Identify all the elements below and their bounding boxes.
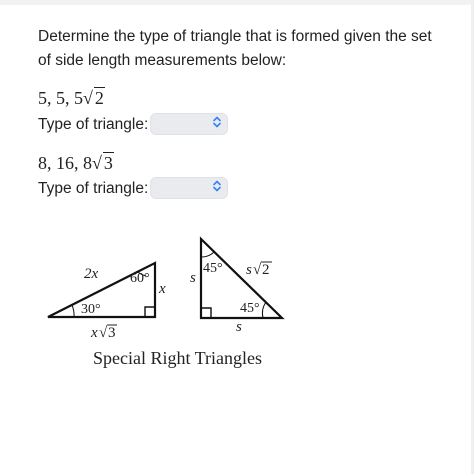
tri2-bottom-leg: s (236, 319, 242, 335)
figure-caption: Special Right Triangles (93, 348, 263, 368)
angle-arc-30 (72, 305, 74, 317)
type-label-1: Type of triangle: (38, 116, 149, 133)
tri2-hyp-radicand: 2 (262, 262, 270, 278)
tri1-long-leg-radicand: 3 (108, 325, 116, 341)
question-prompt: Determine the type of triangle that is formed given the set of side length measurements below: (38, 28, 432, 69)
tri1-angle-top: 60° (130, 271, 150, 286)
side-lengths-2-radicand: 3 (103, 153, 113, 173)
tri2-left-leg: s (190, 270, 196, 286)
tri2-hyp-prefix: s (246, 262, 252, 278)
triangle-type-select-1[interactable] (150, 113, 228, 135)
sqrt-symbol: √ 3 (92, 153, 113, 173)
chevron-up-down-icon (213, 180, 221, 197)
angle-arc-45-top (201, 252, 214, 257)
type-label-2: Type of triangle: (38, 180, 149, 197)
tri1-long-leg-label (90, 325, 117, 341)
tri2-angle-right: 45° (240, 301, 260, 316)
tri1-short-leg: x (159, 281, 166, 297)
tri1-long-leg-prefix: x (91, 325, 98, 341)
top-border (0, 0, 474, 5)
tri2-hyp-label (246, 262, 272, 278)
angle-arc-45-right (262, 302, 266, 318)
side-lengths-1-prefix: 5, 5, 5 (38, 88, 83, 108)
triangle-type-select-2[interactable] (150, 177, 228, 199)
side-lengths-1 (38, 88, 105, 109)
tri2-angle-top: 45° (203, 261, 223, 276)
sqrt-symbol: √ 2 (83, 88, 104, 108)
chevron-up-down-icon (213, 116, 221, 133)
sqrt-symbol: √ (253, 262, 262, 278)
tri1-hyp-label: 2x (84, 266, 99, 282)
side-lengths-2-prefix: 8, 16, 8 (38, 153, 92, 173)
sqrt-symbol: √ (99, 325, 108, 341)
right-angle-mark-1 (145, 307, 155, 317)
side-lengths-2 (38, 153, 114, 174)
right-angle-mark-2 (201, 308, 211, 318)
tri1-angle-left: 30° (81, 302, 101, 317)
side-lengths-1-radicand: 2 (94, 88, 104, 108)
special-right-triangles-figure (0, 230, 474, 380)
